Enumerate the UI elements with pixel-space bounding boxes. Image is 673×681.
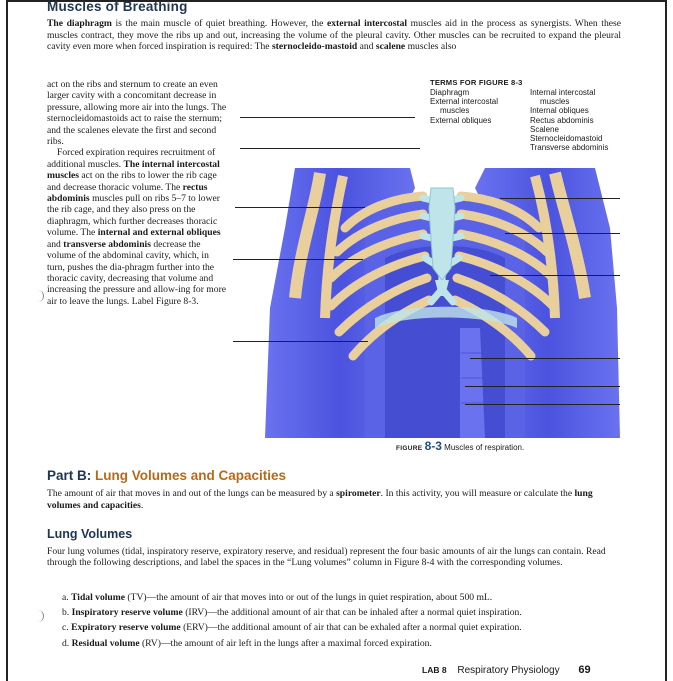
part-b-prefix: Part B: — [47, 468, 96, 483]
term: Internal obliques — [530, 106, 589, 116]
label-leader-line — [505, 233, 620, 234]
list-item: b. Inspiratory reserve volume (IRV)—the additional amount of air that can be inhaled after a normal quiet inspiration. — [62, 607, 522, 619]
terms-column-1 — [430, 88, 530, 125]
page-border-right — [665, 0, 667, 681]
section-heading-part-b — [47, 468, 286, 483]
term: External intercostal — [430, 97, 499, 107]
page-footer — [422, 664, 591, 676]
caption-label: FIGURE — [396, 445, 423, 452]
binding-mark — [37, 610, 44, 622]
label-leader-line — [235, 207, 365, 208]
torso-illustration — [255, 168, 625, 438]
intro-paragraph: The diaphragm is the main muscle of quiet breathing. However, the external intercostal muscles aid in the process as synergists. When these muscles contract, they move the ribs up and out, increasing the volume of the pleural cavity. Other muscles can be recruited to expand the pleural cavity even more when forced inspiration is required: The sternocleido-mastoid and scalene muscles also — [47, 18, 621, 53]
term: Sternocleidomastoid — [530, 134, 603, 144]
list-item: d. Residual volume (RV)—the amount of air left in the lungs after a maximal forced expiration. — [62, 637, 432, 649]
muscles-figure — [255, 168, 625, 438]
label-leader-line — [490, 275, 620, 276]
term: External obliques — [430, 115, 492, 125]
page-border-left — [6, 0, 8, 681]
term: Transverse abdominis — [530, 143, 609, 153]
lung-volumes-list — [62, 590, 632, 651]
part-b-paragraph: The amount of air that moves in and out of the lungs can be measured by a spirometer. In this activity, you will measure or calculate the lung volumes and capacities. — [47, 488, 593, 511]
label-leader-line — [233, 259, 363, 260]
lung-volumes-paragraph: Four lung volumes (tidal, inspiratory reserve, expiratory reserve, and residual) represent the four basic amounts of air the lungs can contain. Read through the following descriptions, and label the spaces in the “Lung volumes” column in Figure 8-4 with the corresponding volumes. — [47, 546, 606, 569]
label-leader-line — [500, 198, 620, 199]
label-leader-line — [465, 404, 620, 405]
terms-column-2 — [530, 88, 630, 152]
binding-mark — [37, 290, 44, 302]
section-heading-muscles: Muscles of Breathing — [47, 0, 188, 14]
footer-lab: LAB 8 — [422, 665, 447, 675]
label-leader-line — [470, 358, 620, 359]
list-item: c. Expiratory reserve volume (ERV)—the additional amount of air that can be exhaled after a normal quiet expiration. — [62, 622, 522, 634]
page-number: 69 — [578, 664, 591, 676]
label-leader-line — [465, 386, 620, 387]
column-paragraph-2: Forced expiration requires recruitment of additional muscles. The internal intercostal muscles act on the ribs to lower the rib cage and decrease thoracic volume. The rectus abdominis muscles pull on ribs 5–7 to lower the rib cage, and they also press on the diaphragm, which further decreases thoracic volume. The internal and external obliques and transverse abdominis decrease the volume of the abdominal cavity, which, in turn, pushes the dia-phragm further into the thoracic cavity, decreasing that volume and increasing the pressure and allow-ing for more air to leave the lungs. Label Figure 8-3. — [47, 147, 227, 307]
column-paragraph-1: act on the ribs and sternum to create an even larger cavity with a concomitant decrease in pressure, allowing more air into the lungs. The sternocleidomastoids act to raise the sternum; and the scalenes elevate the first and second ribs. — [47, 79, 227, 148]
label-leader-line — [233, 341, 368, 342]
label-leader-line — [240, 117, 415, 118]
list-item: a. Tidal volume (TV)—the amount of air that moves into or out of the lungs in quiet respiration, about 500 mL. — [62, 592, 493, 603]
term: muscles — [540, 97, 570, 107]
terms-heading: TERMS FOR FIGURE 8-3 — [430, 78, 523, 87]
label-leader-line — [240, 148, 420, 149]
term: Scalene — [530, 124, 559, 134]
term: muscles — [440, 106, 470, 116]
term: Internal intercostal — [530, 88, 596, 97]
figure-caption — [396, 439, 524, 453]
caption-text: Muscles of respiration. — [444, 443, 525, 452]
term: Diaphragm — [430, 88, 470, 97]
left-column-text — [47, 79, 227, 307]
caption-number: 8-3 — [424, 439, 442, 453]
terms-box — [430, 78, 630, 153]
subsection-heading-lung-volumes: Lung Volumes — [47, 527, 133, 541]
footer-title: Respiratory Physiology — [457, 665, 560, 676]
term: Rectus abdominis — [530, 115, 594, 125]
part-b-title: Lung Volumes and Capacities — [95, 468, 287, 483]
